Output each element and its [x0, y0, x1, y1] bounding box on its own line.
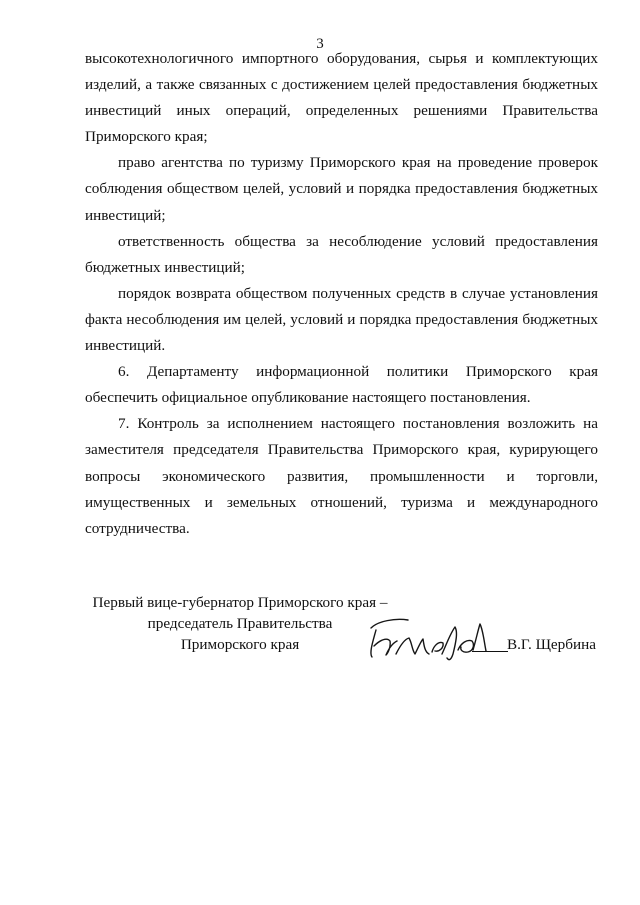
signature-underline: [472, 651, 508, 652]
signatory-title-line-1: Первый вице-губернатор Приморского края –: [92, 594, 388, 611]
signatory-name: В.Г. Щербина: [507, 636, 596, 653]
signatory-title: [80, 592, 400, 655]
paragraph-item-6-publication: 6. Департаменту информационной политики Приморского края обеспечить официальное опубликование настоящего постановления.: [85, 363, 598, 407]
paragraph-agency-inspection-right: право агентства по туризму Приморского края на проведение проверок соблюдения обществом целей, условий и порядка предоставления бюджетных инвестиций;: [85, 154, 598, 224]
document-body: [85, 46, 598, 542]
signatory-title-line-2: председатель Правительства: [147, 615, 333, 632]
signature-block: [0, 592, 640, 672]
paragraph-company-liability: ответственность общества за несоблюдение условий предоставления бюджетных инвестиций;: [85, 232, 598, 276]
paragraph-funds-return-procedure: порядок возврата обществом полученных средств в случае установления факта несоблюдения им целей, условий и порядка предоставления бюджетных инвестиций.: [85, 284, 598, 355]
signatory-title-line-3: Приморского края: [180, 636, 300, 653]
handwritten-signature: [362, 610, 492, 662]
paragraph-continued: высокотехнологичного импортного оборудования, сырья и комплектующих изделий, а также связанных с достижением целей предоставления бюджетных инвестиций иных операций, определенных решениями Правительства Приморского края;: [85, 50, 598, 146]
page-number: 3: [316, 36, 324, 52]
paragraph-item-7-control: 7. Контроль за исполнением настоящего постановления возложить на заместителя председателя Правительства Приморского края, курирующего вопросы экономического развития, промышленности и торговли, имущественных и земельных отношений, туризма и международного сотрудничества.: [85, 415, 598, 537]
